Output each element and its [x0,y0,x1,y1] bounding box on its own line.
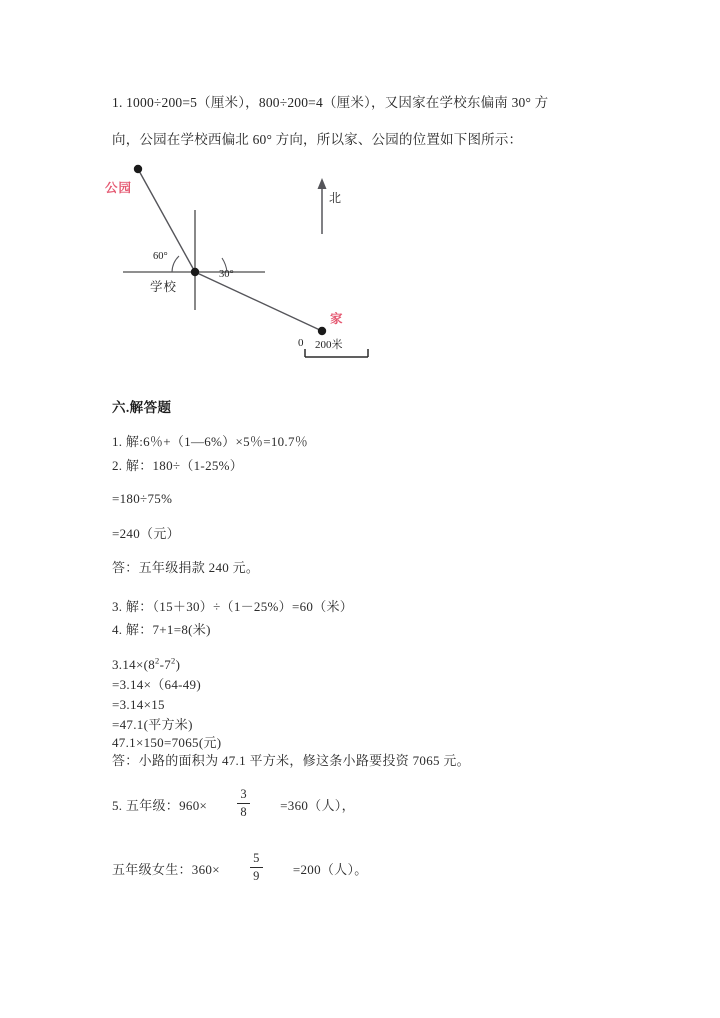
north-arrow-head [318,178,327,189]
solution-line-240-yuan: =240（元） [112,526,180,541]
park-label: 公园 [105,181,133,195]
exponent-first: 2 [155,655,160,666]
solution-item-5 [112,789,355,819]
solution-item-1: 1. 解:6％+（1—6%）×5％=10.7％ [112,434,309,449]
angle-arc-60 [172,256,179,272]
school-dot [191,268,199,276]
diagram-svg [100,150,400,375]
solution-item-3: 3. 解：（15＋30）÷（1－25%）=60（米） [112,599,354,614]
section-heading: 六.解答题 [112,400,172,415]
scale-value-label: 200米 [315,339,343,351]
item6-suffix: =200（人）。 [292,861,368,877]
solution-item-4: 4. 解：7+1=8(米) [112,622,211,637]
fraction-three-eighths [237,788,250,818]
home-dot [318,327,326,335]
park-dot [134,165,142,173]
intro-line-1: 1. 1000÷200=5（厘米），800÷200=4（厘米），又因家在学校东偏南 30° 方 [112,95,549,110]
solution-answer-donation: 答：五年级捐款 240 元。 [112,560,260,575]
solution-line-471-sqm: =47.1(平方米) [112,717,193,732]
scale-zero-label: 0 [298,337,304,349]
solution-line-64-minus-49: =3.14×（64-49) [112,677,201,692]
item6-prefix: 五年级女生：360× [112,861,220,877]
school-label: 学校 [150,280,178,294]
solution-line-pi-squares [112,655,180,675]
pi-mid: -7 [159,657,172,672]
fraction-bar [250,867,263,868]
direction-diagram [100,150,400,375]
fraction-denominator: 8 [240,804,247,819]
solution-line-314-times-15: =3.14×15 [112,697,165,712]
solution-item-2: 2. 解：180÷（1-25%） [112,458,244,473]
item5-suffix: =360（人）， [280,797,355,813]
home-label: 家 [330,312,343,326]
pi-prefix: 3.14×(8 [112,657,156,672]
intro-line-2: 向，公园在学校西偏北 60° 方向，所以家、公园的位置如下图所示： [112,132,523,147]
pi-suffix: ) [175,657,181,672]
angle-label-60: 60° [153,251,168,262]
item5-prefix: 5. 五年级：960× [112,797,208,813]
fraction-numerator: 5 [253,851,260,865]
solution-line-180-div-75: =180÷75% [112,491,173,506]
solution-line-7065-yuan: 47.1×150=7065(元) [112,735,222,750]
fraction-numerator: 3 [240,787,247,801]
ray-to-home [195,272,322,331]
solution-item-6 [112,853,368,883]
fraction-denominator: 9 [253,868,260,883]
fraction-bar [237,803,250,804]
north-label: 北 [329,191,342,205]
exponent-second: 2 [171,655,176,666]
fraction-five-ninths [250,852,263,882]
angle-label-30: 30° [219,269,234,280]
intro-paragraph [112,84,612,158]
solution-answer-road: 答：小路的面积为 47.1 平方米，修这条小路要投资 7065 元。 [112,753,470,768]
